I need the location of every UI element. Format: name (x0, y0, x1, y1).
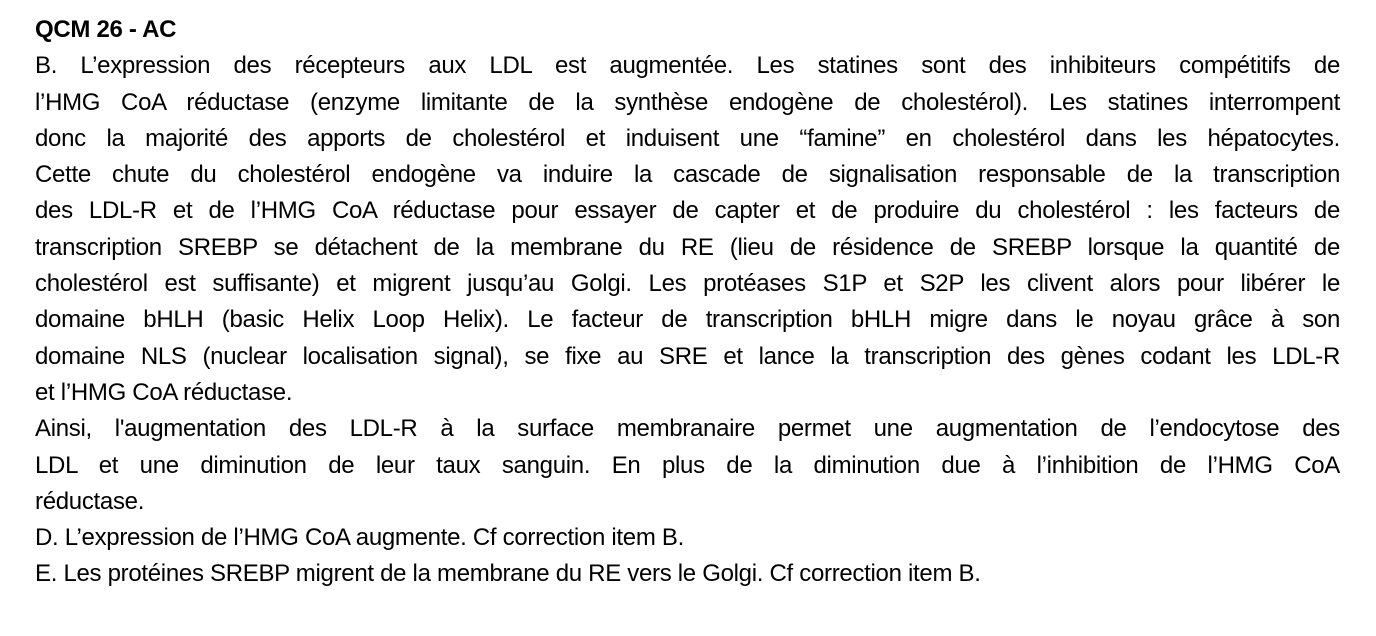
text-line: cholestérol est suffisante) et migrent jusqu’au Golgi. Les protéases S1P et S2P les clivent alors pour libérer le (35, 270, 1340, 298)
text-line-conclusion: Ainsi, l'augmentation des LDL-R à la surface membranaire permet une augmentation de l’endocytose des (35, 415, 1340, 443)
text-line: domaine NLS (nuclear localisation signal), se fixe au SRE et lance la transcription des gènes codant les LDL-R (35, 342, 1340, 370)
text-line-item-b: B. L’expression des récepteurs aux LDL est augmentée. Les statines sont des inhibiteurs compétitifs de (35, 52, 1340, 80)
text-line: donc la majorité des apports de cholestérol et induisent une “famine” en cholestérol dans les hépatocytes. (35, 124, 1340, 152)
text-line: transcription SREBP se détachent de la membrane du RE (lieu de résidence de SREBP lorsque la quantité de (35, 233, 1340, 261)
text-line: des LDL-R et de l’HMG CoA réductase pour essayer de capter et de produire du cholestérol : les facteurs de (35, 197, 1340, 225)
qcm-title: QCM 26 - AC (35, 16, 177, 43)
text-line-item-d: D. L’expression de l’HMG CoA augmente. Cf correction item B. (35, 524, 684, 552)
text-line: LDL et une diminution de leur taux sanguin. En plus de la diminution due à l’inhibition de l’HMG CoA (35, 451, 1340, 479)
text-line-item-e: E. Les protéines SREBP migrent de la membrane du RE vers le Golgi. Cf correction item B. (35, 560, 981, 588)
text-line: Cette chute du cholestérol endogène va induire la cascade de signalisation responsable de la transcription (35, 161, 1340, 189)
text-line-paragraph-end: et l’HMG CoA réductase. (35, 378, 293, 406)
text-line-paragraph-end: réductase. (35, 487, 145, 515)
text-line: l’HMG CoA réductase (enzyme limitante de la synthèse endogène de cholestérol). Les statines interrompent (35, 88, 1340, 116)
text-line: domaine bHLH (basic Helix Loop Helix). Le facteur de transcription bHLH migre dans le noyau grâce à son (35, 306, 1340, 334)
